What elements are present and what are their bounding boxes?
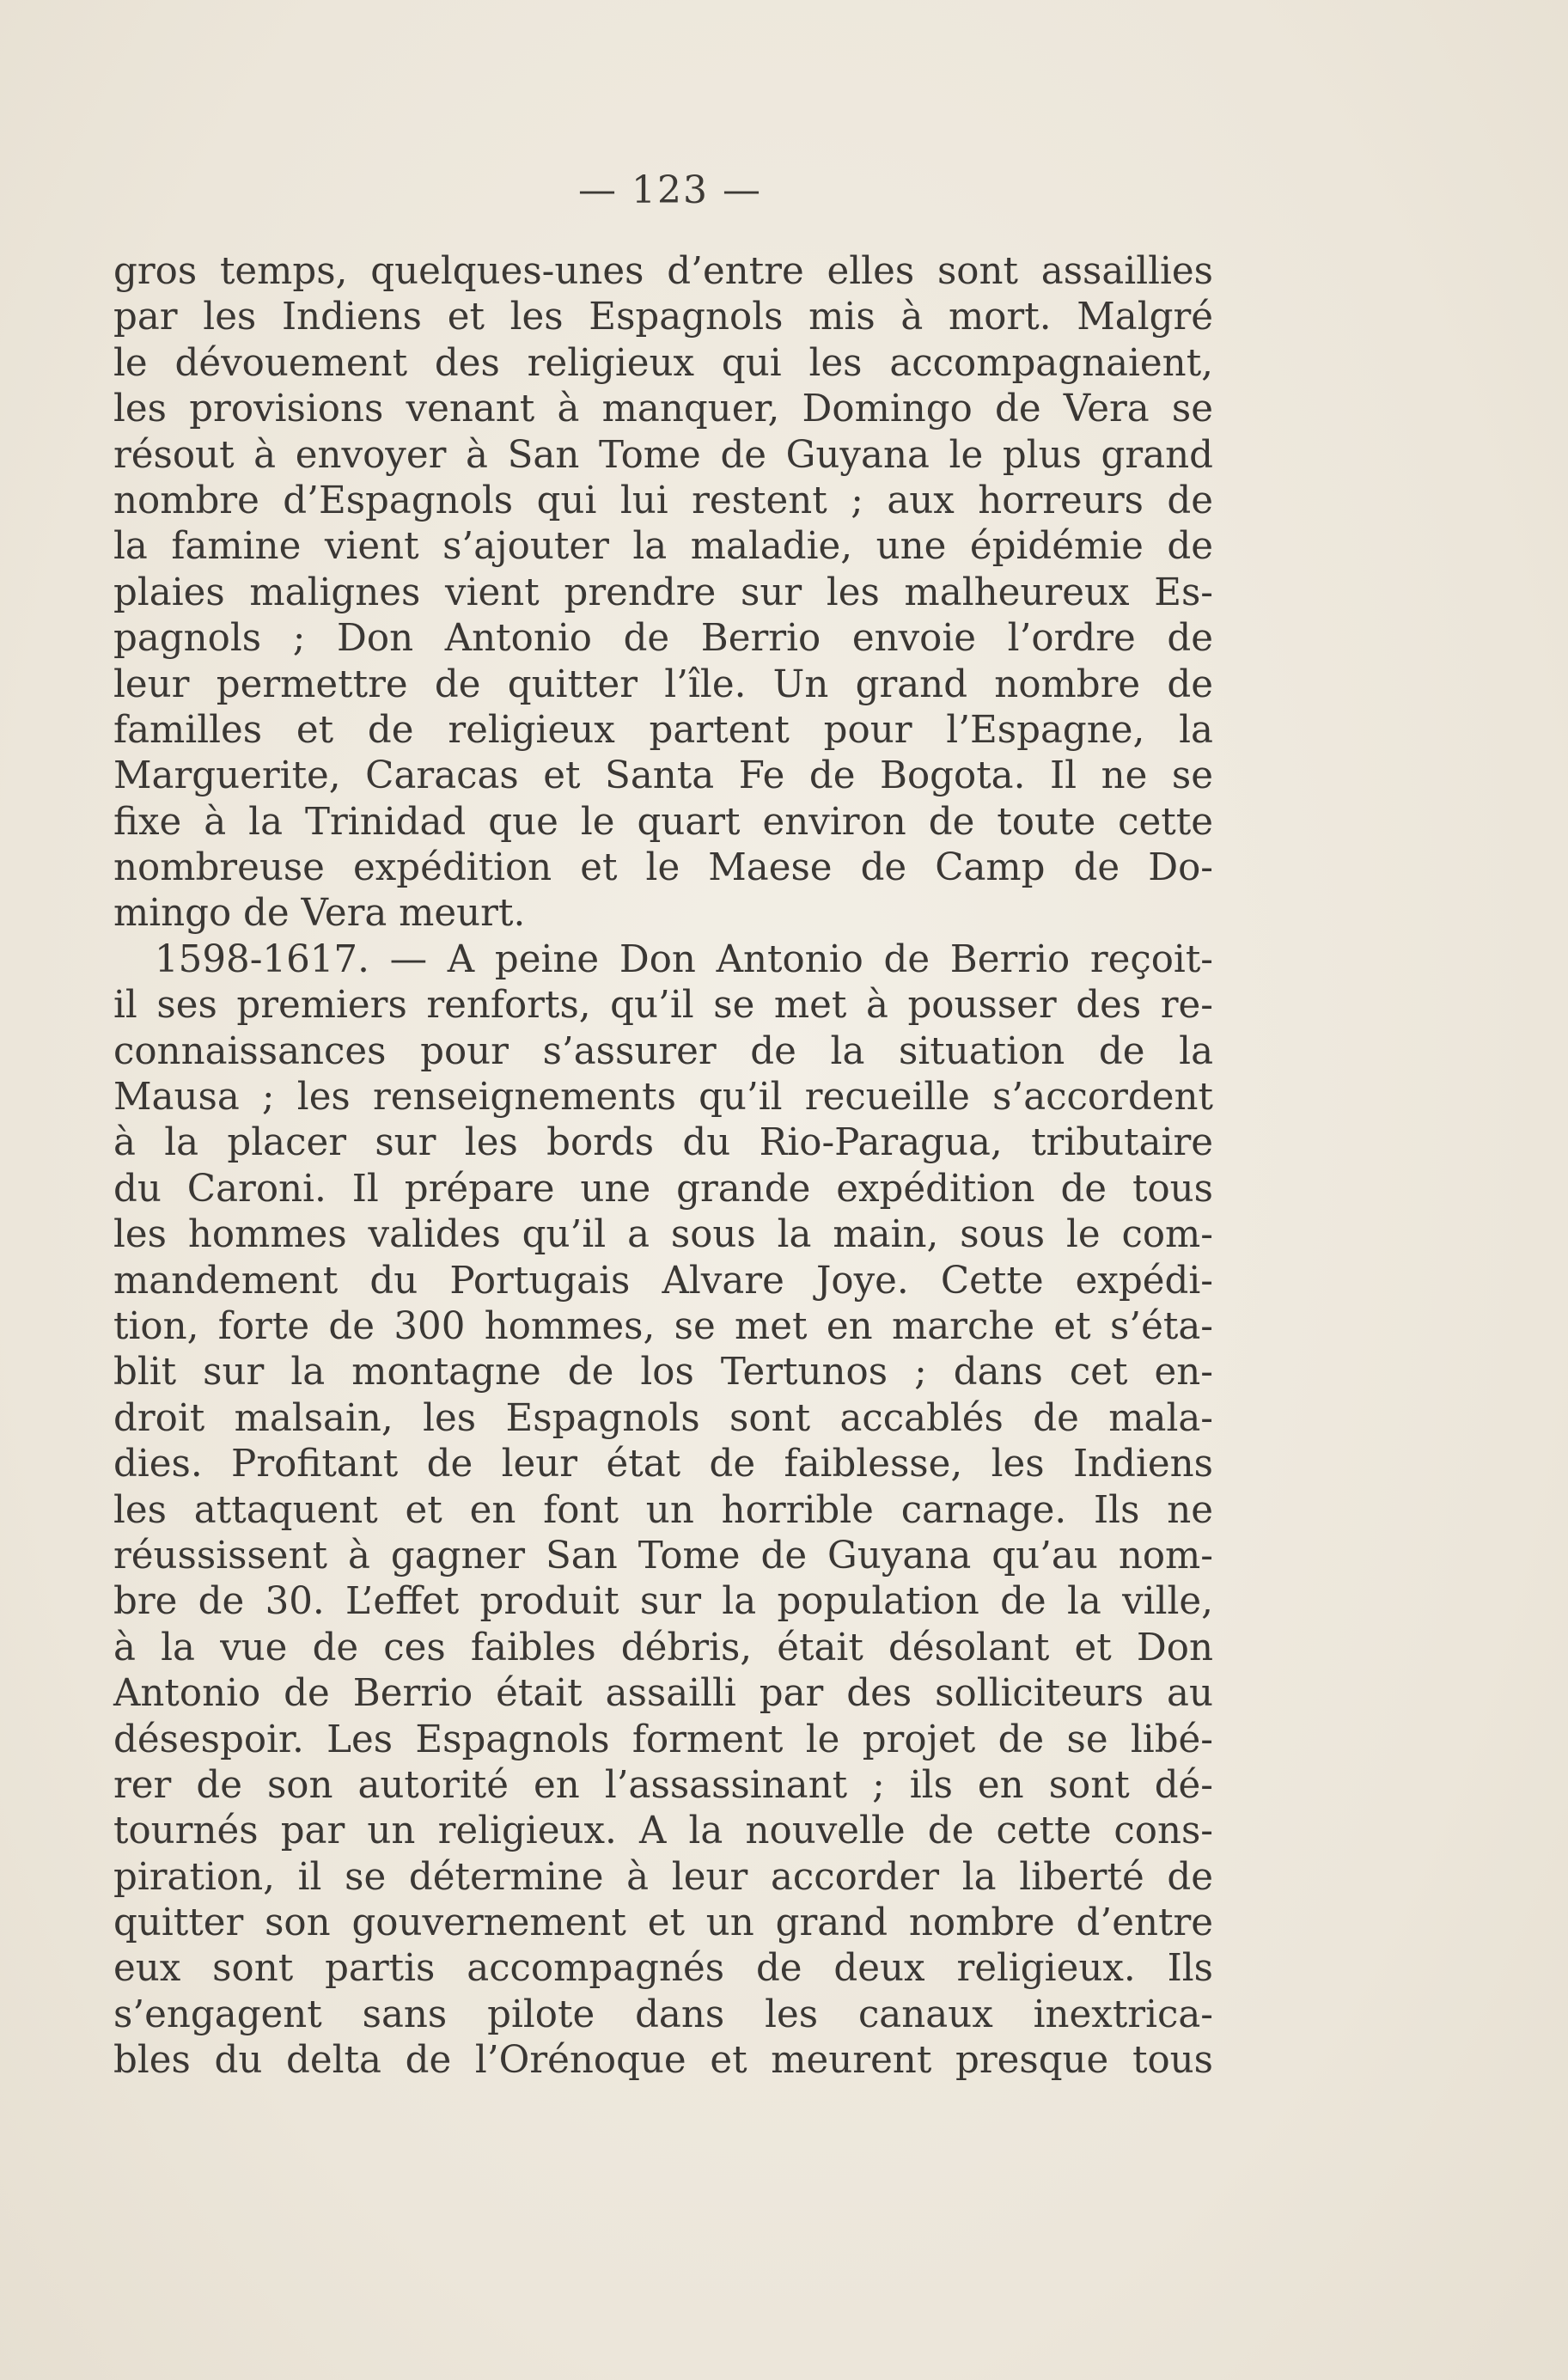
text-line: le dévouement des religieux qui les accompagnaient,: [113, 341, 1213, 385]
text-line: Antonio de Berrio était assailli par des solliciteurs au: [113, 1672, 1213, 1716]
text-line: désespoir. Les Espagnols forment le projet de se libé-: [113, 1718, 1213, 1761]
text-line: gros temps, quelques-unes d’entre elles sont assaillies: [113, 250, 1213, 293]
text-line: réussissent à gagner San Tome de Guyana qu’au nom-: [113, 1534, 1213, 1578]
text-line: tion, forte de 300 hommes, se met en marche et s’éta-: [113, 1304, 1213, 1348]
text-line: droit malsain, les Espagnols sont accablés de mala-: [113, 1396, 1213, 1440]
body-text: [113, 249, 1213, 2084]
text-line: la famine vient s’ajouter la maladie, une épidémie de: [113, 525, 1213, 569]
text-line: connaissances pour s’assurer de la situation de la: [113, 1029, 1213, 1073]
text-line: familles et de religieux partent pour l’Espagne, la: [113, 708, 1213, 752]
text-line: les provisions venant à manquer, Domingo de Vera se: [113, 388, 1213, 431]
text-line: leur permettre de quitter l’île. Un grand nombre de: [113, 662, 1213, 706]
text-line: mingo de Vera meurt.: [113, 892, 526, 936]
text-line: il ses premiers renforts, qu’il se met à pousser des re-: [113, 984, 1213, 1028]
text-line: plaies malignes vient prendre sur les malheureux Es-: [113, 571, 1213, 614]
text-line: du Caroni. Il prépare une grande expédition de tous: [113, 1167, 1213, 1211]
text-line: Marguerite, Caracas et Santa Fe de Bogota. Il ne se: [113, 754, 1213, 798]
text-line: tournés par un religieux. A la nouvelle de cette cons-: [113, 1809, 1213, 1853]
text-line: 1598-1617. — A peine Don Antonio de Berrio reçoit-: [155, 937, 1213, 981]
text-line: blit sur la montagne de los Tertunos ; dans cet en-: [113, 1351, 1213, 1394]
text-line: dies. Profitant de leur état de faiblesse, les Indiens: [113, 1443, 1213, 1486]
text-line: à la placer sur les bords du Rio-Paragua, tributaire: [113, 1121, 1213, 1165]
text-line: pagnols ; Don Antonio de Berrio envoie l’ordre de: [113, 617, 1213, 661]
text-line: quitter son gouvernement et un grand nombre d’entre: [113, 1901, 1213, 1945]
text-line: s’engagent sans pilote dans les canaux inextrica-: [113, 1992, 1213, 2036]
text-line: à la vue de ces faibles débris, était désolant et Don: [113, 1626, 1213, 1669]
page-number: — 123 —: [578, 168, 762, 212]
text-line: fixe à la Trinidad que le quart environ de toute cette: [113, 800, 1213, 844]
text-line: rer de son autorité en l’assassinant ; ils en sont dé-: [113, 1763, 1213, 1807]
text-line: bre de 30. L’effet produit sur la population de la ville,: [113, 1580, 1213, 1624]
text-line: les hommes valides qu’il a sous la main, sous le com-: [113, 1213, 1213, 1257]
text-line: eux sont partis accompagnés de deux religieux. Ils: [113, 1947, 1213, 1991]
text-line: par les Indiens et les Espagnols mis à mort. Malgré: [113, 296, 1213, 339]
text-line: les attaquent et en font un horrible carnage. Ils ne: [113, 1488, 1213, 1532]
text-line: nombre d’Espagnols qui lui restent ; aux horreurs de: [113, 479, 1213, 522]
text-line: mandement du Portugais Alvare Joye. Cette expédi-: [113, 1259, 1213, 1303]
text-line: piration, il se détermine à leur accorder la liberté de: [113, 1855, 1213, 1899]
text-line: nombreuse expédition et le Maese de Camp de Do-: [113, 846, 1213, 890]
text-line: résout à envoyer à San Tome de Guyana le plus grand: [113, 433, 1213, 477]
text-line: Mausa ; les renseignements qu’il recueille s’accordent: [113, 1076, 1213, 1120]
text-line: bles du delta de l’Orénoque et meurent presque tous: [113, 2039, 1213, 2083]
